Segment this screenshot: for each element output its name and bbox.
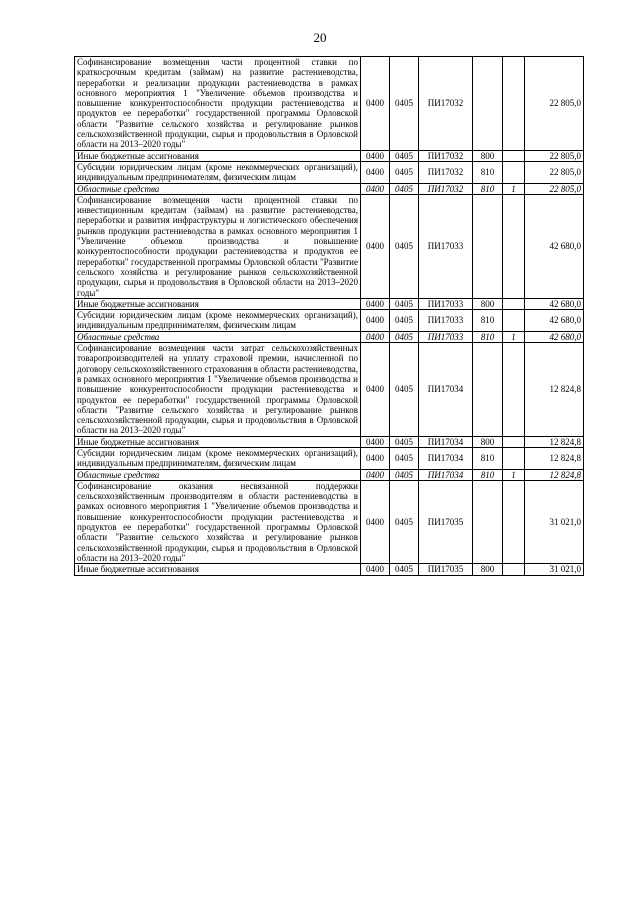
section-code: 0400 (361, 161, 390, 183)
section-code: 0400 (361, 183, 390, 194)
expense-type-code (473, 343, 503, 437)
row-name: Областные средства (75, 183, 361, 194)
target-article-code: ПИ17033 (419, 310, 473, 332)
amount: 22 805,0 (525, 183, 584, 194)
expense-type-code: 800 (473, 298, 503, 309)
target-article-code: ПИ17032 (419, 150, 473, 161)
amount: 12 824,8 (525, 436, 584, 447)
section-code: 0400 (361, 194, 390, 298)
funding-source-code: 1 (503, 331, 525, 342)
amount: 42 680,0 (525, 310, 584, 332)
subsection-code: 0405 (390, 331, 419, 342)
expense-type-code: 800 (473, 150, 503, 161)
row-name: Субсидии юридическим лицам (кроме некоммерческих организаций), индивидуальным предпринимателям, физическим лицам (75, 310, 361, 332)
table-row (75, 57, 584, 151)
amount: 42 680,0 (525, 194, 584, 298)
section-code: 0400 (361, 298, 390, 309)
table-row (75, 194, 584, 298)
expense-type-code: 800 (473, 564, 503, 575)
section-code: 0400 (361, 57, 390, 151)
table-row (75, 343, 584, 437)
section-code: 0400 (361, 447, 390, 469)
funding-source-code: 1 (503, 469, 525, 480)
amount: 22 805,0 (525, 161, 584, 183)
table-row (75, 331, 584, 342)
amount: 31 021,0 (525, 564, 584, 575)
row-name: Субсидии юридическим лицам (кроме некоммерческих организаций), индивидуальным предпринимателям, физическим лицам (75, 161, 361, 183)
row-name: Областные средства (75, 469, 361, 480)
amount: 42 680,0 (525, 331, 584, 342)
table-row (75, 436, 584, 447)
row-name: Софинансирование возмещения части процентной ставки по краткосрочным кредитам (займам) на развитие растениеводства, переработки и реализации продукции растениеводства в рамках основного мероприятия 1 "Увеличение объемов производства и повышение конкурентоспособности продукции растениеводства и продуктов ее переработки" государственной программы Орловской области "Развитие сельского хозяйства и регулирование рынков сельскохозяйственной продукции, сырья и продовольствия в Орловской области на 2013–2020 годы" (75, 57, 361, 151)
table-row (75, 469, 584, 480)
section-code: 0400 (361, 469, 390, 480)
funding-source-code (503, 564, 525, 575)
row-name: Иные бюджетные ассигнования (75, 298, 361, 309)
amount: 31 021,0 (525, 480, 584, 563)
funding-source-code (503, 150, 525, 161)
amount: 42 680,0 (525, 298, 584, 309)
expense-type-code: 810 (473, 310, 503, 332)
target-article-code: ПИ17034 (419, 447, 473, 469)
funding-source-code (503, 436, 525, 447)
subsection-code: 0405 (390, 343, 419, 437)
target-article-code: ПИ17032 (419, 161, 473, 183)
target-article-code: ПИ17035 (419, 564, 473, 575)
table-row (75, 150, 584, 161)
section-code: 0400 (361, 564, 390, 575)
section-code: 0400 (361, 331, 390, 342)
section-code: 0400 (361, 150, 390, 161)
funding-source-code (503, 298, 525, 309)
row-name: Иные бюджетные ассигнования (75, 564, 361, 575)
expense-type-code: 800 (473, 436, 503, 447)
budget-table-body (75, 57, 584, 576)
subsection-code: 0405 (390, 57, 419, 151)
subsection-code: 0405 (390, 447, 419, 469)
table-row (75, 310, 584, 332)
expense-type-code (473, 194, 503, 298)
funding-source-code: 1 (503, 183, 525, 194)
expense-type-code: 810 (473, 183, 503, 194)
expense-type-code: 810 (473, 331, 503, 342)
subsection-code: 0405 (390, 469, 419, 480)
funding-source-code (503, 343, 525, 437)
funding-source-code (503, 447, 525, 469)
row-name: Иные бюджетные ассигнования (75, 436, 361, 447)
table-row (75, 298, 584, 309)
expense-type-code: 810 (473, 447, 503, 469)
subsection-code: 0405 (390, 480, 419, 563)
target-article-code: ПИ17032 (419, 183, 473, 194)
row-name: Софинансирование оказания несвязанной поддержки сельскохозяйственным производителям в области растениеводства в рамках основного мероприятия 1 "Увеличение объемов производства и повышение конкурентоспособности продукции растениеводства и продуктов ее переработки" государственной программы Орловской области "Развитие сельского хозяйства и регулирование рынков сельскохозяйственной продукции, сырья и продовольствия в Орловской области на 2013–2020 годы" (75, 480, 361, 563)
target-article-code: ПИ17032 (419, 57, 473, 151)
subsection-code: 0405 (390, 298, 419, 309)
target-article-code: ПИ17033 (419, 331, 473, 342)
funding-source-code (503, 57, 525, 151)
target-article-code: ПИ17033 (419, 194, 473, 298)
table-row (75, 161, 584, 183)
amount: 12 824,8 (525, 469, 584, 480)
subsection-code: 0405 (390, 161, 419, 183)
amount: 12 824,8 (525, 447, 584, 469)
funding-source-code (503, 480, 525, 563)
subsection-code: 0405 (390, 310, 419, 332)
expense-type-code: 810 (473, 161, 503, 183)
row-name: Субсидии юридическим лицам (кроме некоммерческих организаций), индивидуальным предпринимателям, физическим лицам (75, 447, 361, 469)
expense-type-code: 810 (473, 469, 503, 480)
subsection-code: 0405 (390, 564, 419, 575)
page-number: 20 (313, 30, 327, 45)
amount: 12 824,8 (525, 343, 584, 437)
funding-source-code (503, 161, 525, 183)
amount: 22 805,0 (525, 57, 584, 151)
target-article-code: ПИ17033 (419, 298, 473, 309)
table-row (75, 183, 584, 194)
subsection-code: 0405 (390, 150, 419, 161)
row-name: Софинансирование возмещения части процентной ставки по инвестиционным кредитам (займам) на развитие растениеводства, переработки и развития инфраструктуры и логистического обеспечения рынков продукции растениеводства в рамках основного мероприятия 1 "Увеличение объемов производства и повышение конкурентоспособности продукции растениеводства и продуктов ее переработки" государственной программы Орловской области "Развитие сельского хозяйства и регулирование рынков сельскохозяйственной продукции, сырья и продовольствия в Орловской области на 2013–2020 годы" (75, 194, 361, 298)
section-code: 0400 (361, 436, 390, 447)
budget-table (74, 56, 584, 576)
section-code: 0400 (361, 310, 390, 332)
amount: 22 805,0 (525, 150, 584, 161)
target-article-code: ПИ17034 (419, 436, 473, 447)
table-row (75, 480, 584, 563)
funding-source-code (503, 310, 525, 332)
row-name: Софинансирование возмещения части затрат сельскохозяйственных товаропроизводителей на уплату страховой премии, начисленной по договору сельскохозяйственного страхования в области растениеводства, в рамках основного мероприятия 1 "Увеличение объемов производства и повышение конкурентоспособности продукции растениеводства и продуктов ее переработки" государственной программы Орловской области "Развитие сельского хозяйства и регулирование рынков сельскохозяйственной продукции, сырья и продовольствия в Орловской области на 2013–2020 годы" (75, 343, 361, 437)
subsection-code: 0405 (390, 194, 419, 298)
row-name: Областные средства (75, 331, 361, 342)
target-article-code: ПИ17035 (419, 480, 473, 563)
table-row (75, 564, 584, 575)
subsection-code: 0405 (390, 436, 419, 447)
table-row (75, 447, 584, 469)
subsection-code: 0405 (390, 183, 419, 194)
section-code: 0400 (361, 343, 390, 437)
row-name: Иные бюджетные ассигнования (75, 150, 361, 161)
expense-type-code (473, 57, 503, 151)
expense-type-code (473, 480, 503, 563)
section-code: 0400 (361, 480, 390, 563)
target-article-code: ПИ17034 (419, 343, 473, 437)
target-article-code: ПИ17034 (419, 469, 473, 480)
funding-source-code (503, 194, 525, 298)
